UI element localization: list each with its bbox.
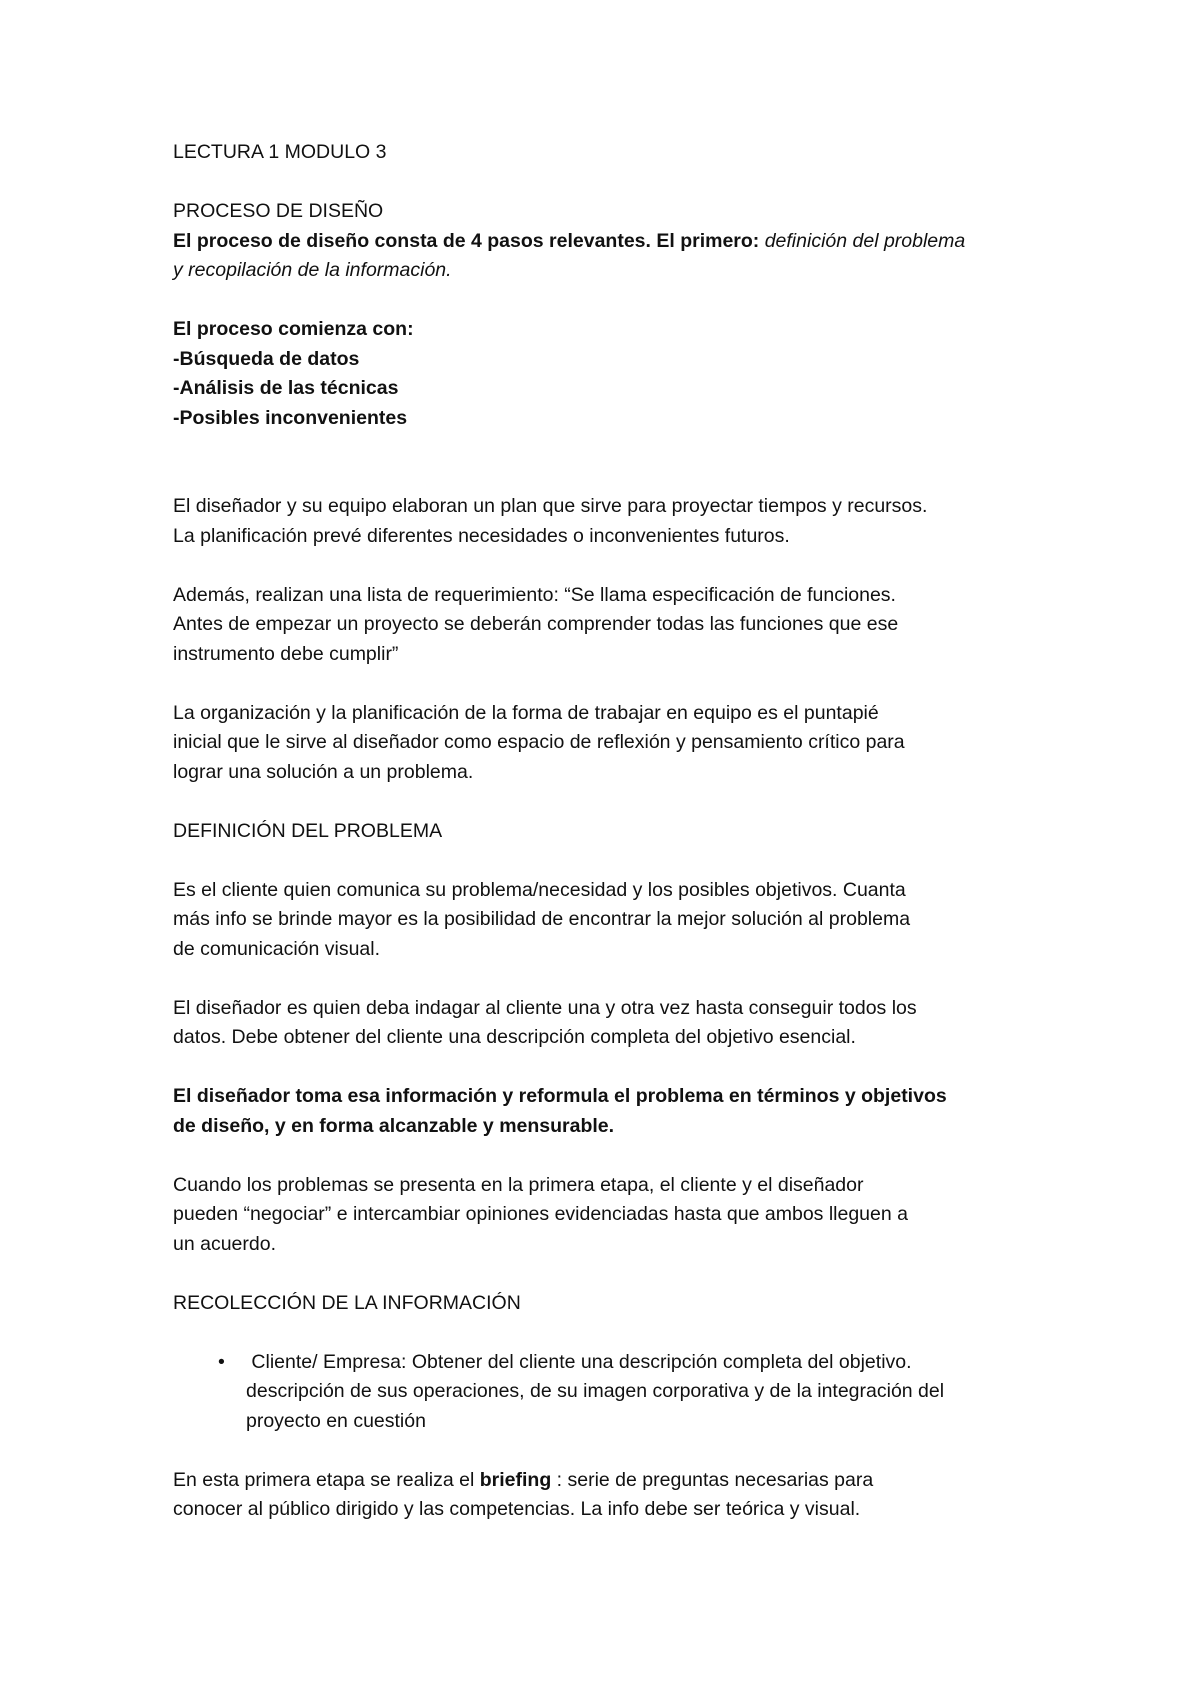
briefing-pre-text: En esta primera etapa se realiza el [173,1468,480,1491]
spacer [173,846,1073,876]
spacer [173,669,1073,699]
briefing-term: briefing [479,1468,552,1491]
negotiate-paragraph-line: pueden “negociar” e intercambiar opiniones evidenciadas hasta que ambos lleguen a [173,1203,908,1225]
negotiate-paragraph-line: un acuerdo. [173,1232,276,1255]
spacer [173,286,1073,316]
requirements-paragraph-line: Antes de empezar un proyecto se deberán comprender todas las funciones que ese [173,613,899,635]
organization-paragraph-line: lograr una solución a un problema. [173,760,474,783]
spacer [173,1141,1073,1171]
plan-paragraph-line: El diseñador y su equipo elaboran un plan que sirve para proyectar tiempos y recursos. [173,495,928,517]
client-paragraph-line: más info se brinde mayor es la posibilidad de encontrar la mejor solución al problema [173,908,911,930]
section-heading-proceso: PROCESO DE DISEÑO [173,200,384,222]
document-title: LECTURA 1 MODULO 3 [173,141,387,163]
client-paragraph-line: de comunicación visual. [173,937,381,960]
bullet-line: descripción de sus operaciones, de su imagen corporativa y de la integración del [246,1380,945,1402]
spacer [173,551,1073,581]
organization-paragraph-line: La organización y la planificación de la forma de trabajar en equipo es el puntapié [173,701,879,724]
reformulate-paragraph-line: El diseñador toma esa información y reformula el problema en términos y objetivos [173,1085,947,1107]
requirements-paragraph-line: Además, realizan una lista de requerimiento: “Se llama especificación de funciones. [173,583,896,606]
reformulate-paragraph-line: de diseño, y en forma alcanzable y mensurable. [173,1114,615,1137]
spacer [173,433,1073,492]
bullet-line: proyecto en cuestión [246,1409,426,1432]
intro-italic-line: y recopilación de la información. [173,259,452,281]
spacer [173,1259,1073,1289]
negotiate-paragraph-line: Cuando los problemas se presenta en la primera etapa, el cliente y el diseñador [173,1173,864,1196]
briefing-paragraph-line [173,1466,1073,1496]
spacer [173,1436,1073,1466]
section-heading-recoleccion: RECOLECCIÓN DE LA INFORMACIÓN [173,1291,521,1314]
spacer [173,787,1073,817]
intro-paragraph [173,227,1073,257]
briefing-post-text: : serie de preguntas necesarias para [551,1468,874,1491]
spacer [173,1053,1073,1083]
spacer [173,168,1073,198]
client-paragraph-line: Es el cliente quien comunica su problema/necesidad y los posibles objetivos. Cuanta [173,878,906,901]
process-start-item: -Búsqueda de datos [173,347,360,370]
spacer [173,1318,1073,1348]
requirements-paragraph-line: instrumento debe cumplir” [173,642,399,665]
bullet-list-item [173,1348,1073,1437]
document-body [173,138,1073,1525]
bullet-icon: • [218,1350,225,1373]
intro-italic-text: definición del problema [764,229,966,252]
process-start-item: -Análisis de las técnicas [173,377,399,399]
bullet-line: Cliente/ Empresa: Obtener del cliente una descripción completa del objetivo. [246,1350,912,1373]
briefing-paragraph-line: conocer al público dirigido y las competencias. La info debe ser teórica y visual. [173,1498,861,1520]
process-start-item: -Posibles inconvenientes [173,406,408,429]
plan-paragraph-line: La planificación prevé diferentes necesidades o inconvenientes futuros. [173,524,790,547]
inquiry-paragraph-line: datos. Debe obtener del cliente una descripción completa del objetivo esencial. [173,1026,856,1048]
spacer [173,964,1073,994]
section-heading-definicion: DEFINICIÓN DEL PROBLEMA [173,819,443,842]
process-start-label: El proceso comienza con: [173,318,414,340]
inquiry-paragraph-line: El diseñador es quien deba indagar al cliente una y otra vez hasta conseguir todos los [173,996,917,1019]
organization-paragraph-line: inicial que le sirve al diseñador como espacio de reflexión y pensamiento crítico para [173,731,905,753]
intro-bold-text: El proceso de diseño consta de 4 pasos relevantes. El primero: [173,229,765,252]
